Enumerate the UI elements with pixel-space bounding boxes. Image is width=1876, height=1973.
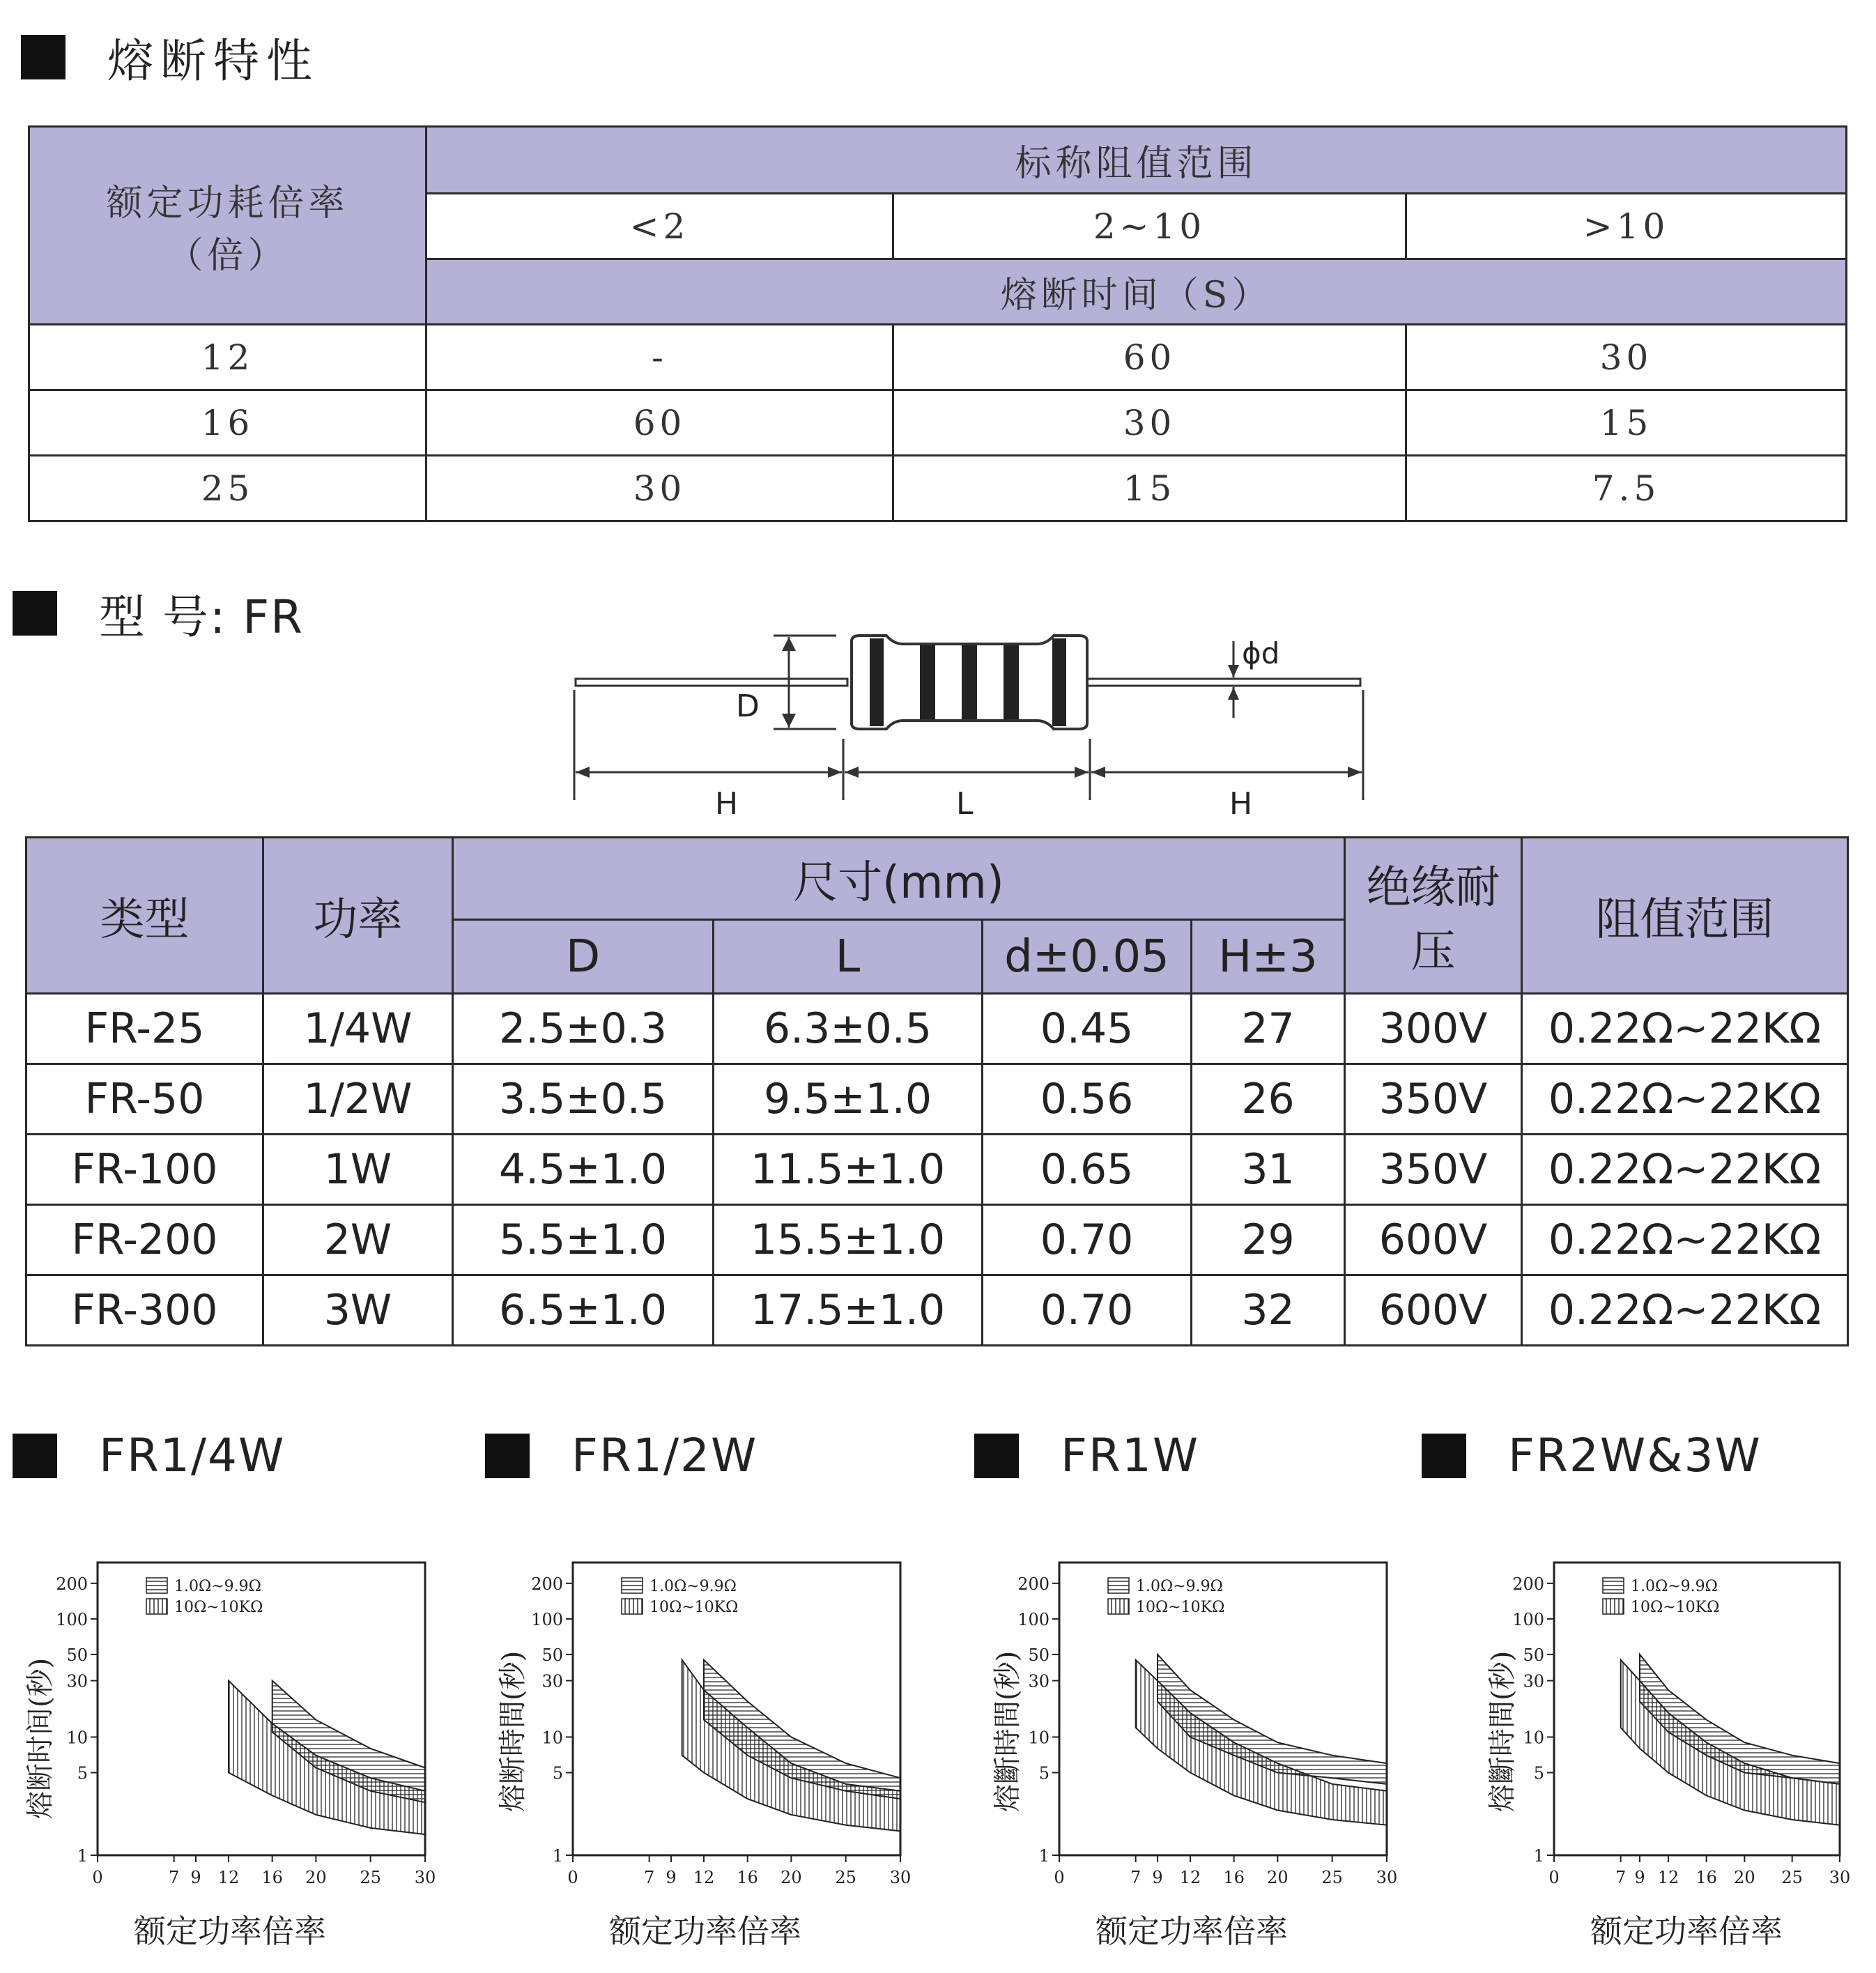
legend-label: 10Ω~10KΩ xyxy=(174,1599,263,1616)
x-tick-label: 7 xyxy=(644,1868,655,1887)
model-section-heading xyxy=(13,580,304,646)
x-tick-label: 25 xyxy=(1321,1868,1343,1887)
time-value: 30 xyxy=(1406,325,1847,390)
type-cell: FR-200 xyxy=(26,1205,263,1275)
x-tick-label: 30 xyxy=(1376,1868,1398,1887)
x-tick-label: 25 xyxy=(360,1868,381,1887)
chart-title-1: FR1/4W xyxy=(99,1429,286,1482)
d-cell: 0.56 xyxy=(983,1064,1192,1135)
x-tick-label: 30 xyxy=(889,1868,912,1887)
resistance-cell: 0.22Ω~22KΩ xyxy=(1522,1135,1848,1205)
chart-heading-4 xyxy=(1422,1429,1762,1482)
range-header: 标称阻值范围 xyxy=(426,127,1847,194)
voltage-cell: 600V xyxy=(1345,1205,1522,1275)
D-cell: 6.5±1.0 xyxy=(453,1275,714,1346)
power-cell: 2W xyxy=(263,1205,453,1275)
x-tick-label: 12 xyxy=(217,1868,240,1887)
D-cell: 5.5±1.0 xyxy=(453,1205,714,1275)
legend-swatch xyxy=(1108,1578,1129,1593)
y-tick-label: 1 xyxy=(1038,1846,1050,1866)
type-header: 类型 xyxy=(26,838,263,994)
resistance-cell: 0.22Ω~22KΩ xyxy=(1522,1064,1848,1135)
fusing-chart-1 xyxy=(14,1554,446,1950)
y-tick-label: 200 xyxy=(1017,1574,1050,1594)
L-cell: 11.5±1.0 xyxy=(714,1135,983,1205)
x-tick-label: 16 xyxy=(1696,1868,1717,1887)
table-row xyxy=(26,1275,1848,1346)
chart-heading-1 xyxy=(13,1429,285,1482)
x-tick-label: 20 xyxy=(781,1868,802,1887)
x-tick-label: 16 xyxy=(737,1868,758,1887)
power-cell: 1W xyxy=(263,1135,453,1205)
section-bullet-icon xyxy=(21,35,66,79)
table-row xyxy=(29,325,1847,390)
d-cell: 0.65 xyxy=(983,1135,1192,1205)
fusing-chart-4 xyxy=(1470,1554,1876,1950)
fusing-characteristics-table xyxy=(28,125,1847,522)
multiple-header-unit: （倍） xyxy=(167,234,289,277)
chart-ylabel: 熔斷時間(秒) xyxy=(992,1650,1024,1812)
voltage-cell: 300V xyxy=(1345,994,1522,1064)
x-tick-label: 0 xyxy=(92,1868,103,1887)
y-tick-label: 30 xyxy=(66,1671,88,1691)
chart-svg xyxy=(1470,1554,1861,1903)
color-band-4 xyxy=(1004,645,1019,719)
x-tick-label: 16 xyxy=(1223,1868,1245,1887)
chart-svg xyxy=(976,1554,1408,1903)
y-tick-label: 100 xyxy=(531,1609,563,1629)
chart-title-3: FR1W xyxy=(1061,1429,1200,1482)
dim-H-right-label: H xyxy=(1229,786,1253,822)
multiple-value: 12 xyxy=(29,325,426,390)
voltage-header: 绝缘耐压 xyxy=(1345,838,1522,994)
L-cell: 9.5±1.0 xyxy=(714,1064,983,1135)
y-tick-label: 100 xyxy=(56,1609,88,1629)
x-tick-label: 0 xyxy=(1548,1868,1560,1887)
H-cell: 31 xyxy=(1192,1135,1345,1205)
resistor-drawing xyxy=(571,620,1366,822)
chart-svg xyxy=(14,1554,446,1903)
D-header: D xyxy=(453,920,714,994)
type-cell: FR-100 xyxy=(26,1135,263,1205)
x-tick-label: 9 xyxy=(190,1868,201,1887)
D-cell: 3.5±0.5 xyxy=(453,1064,714,1135)
x-tick-label: 0 xyxy=(567,1868,578,1887)
chart-ylabel: 熔断時間(秒) xyxy=(497,1650,529,1812)
type-cell: FR-300 xyxy=(26,1275,263,1346)
y-tick-label: 100 xyxy=(1512,1609,1544,1629)
section-bullet-icon xyxy=(1422,1434,1466,1478)
table-row xyxy=(26,994,1848,1064)
color-band-5 xyxy=(1052,638,1066,726)
L-cell: 15.5±1.0 xyxy=(714,1205,983,1275)
dim-H-left-label: H xyxy=(715,786,739,822)
y-tick-label: 1 xyxy=(1533,1846,1544,1866)
legend-swatch xyxy=(622,1599,643,1614)
y-tick-label: 50 xyxy=(66,1645,88,1665)
y-tick-label: 30 xyxy=(1028,1671,1050,1691)
section-bullet-icon xyxy=(974,1434,1019,1478)
chart-xlabel: 额定功率倍率 xyxy=(1095,1912,1288,1950)
resistance-cell: 0.22Ω~22KΩ xyxy=(1522,1275,1848,1346)
resistance-header: 阻值范围 xyxy=(1522,838,1848,994)
H-cell: 27 xyxy=(1192,994,1345,1064)
y-tick-label: 200 xyxy=(1512,1574,1544,1594)
legend-swatch xyxy=(622,1578,643,1593)
legend-label: 1.0Ω~9.9Ω xyxy=(1631,1578,1718,1595)
model-section-title: 型 号: FR xyxy=(99,590,305,644)
time-value: 60 xyxy=(426,390,893,456)
time-value: 30 xyxy=(893,390,1406,456)
range-2-10: 2~10 xyxy=(893,194,1406,259)
legend-label: 1.0Ω~9.9Ω xyxy=(649,1578,737,1595)
x-tick-label: 9 xyxy=(1152,1868,1163,1887)
chart-svg xyxy=(489,1554,921,1903)
table-row xyxy=(29,456,1847,521)
L-header: L xyxy=(714,920,983,994)
color-band-2 xyxy=(920,645,935,719)
x-tick-label: 7 xyxy=(1615,1868,1627,1887)
y-tick-label: 10 xyxy=(1028,1728,1050,1748)
resistance-cell: 0.22Ω~22KΩ xyxy=(1522,994,1848,1064)
x-tick-label: 16 xyxy=(261,1868,283,1887)
chart-heading-2 xyxy=(485,1429,758,1482)
table-row xyxy=(29,390,1847,456)
size-header: 尺寸(mm) xyxy=(453,838,1345,920)
voltage-cell: 350V xyxy=(1345,1135,1522,1205)
range-gt10: >10 xyxy=(1406,194,1847,259)
y-tick-label: 10 xyxy=(541,1728,563,1748)
y-tick-label: 50 xyxy=(1523,1645,1544,1665)
y-tick-label: 5 xyxy=(1533,1763,1544,1783)
power-cell: 1/2W xyxy=(263,1064,453,1135)
table-row xyxy=(26,1135,1848,1205)
y-tick-label: 1 xyxy=(77,1846,88,1866)
multiple-value: 25 xyxy=(29,456,426,521)
lead-right xyxy=(1082,679,1360,686)
x-tick-label: 12 xyxy=(1657,1868,1679,1887)
color-band-3 xyxy=(962,645,977,719)
chart-heading-3 xyxy=(974,1429,1199,1482)
y-tick-label: 1 xyxy=(552,1846,563,1866)
section-bullet-icon xyxy=(13,591,57,636)
x-tick-label: 25 xyxy=(1781,1868,1803,1887)
time-value: 7.5 xyxy=(1406,456,1847,521)
time-value: 60 xyxy=(893,325,1406,390)
color-band-1 xyxy=(870,638,884,726)
time-value: 15 xyxy=(893,456,1406,521)
x-tick-label: 12 xyxy=(1179,1868,1201,1887)
chart-ylabel: 熔斷時間(秒) xyxy=(1486,1650,1519,1812)
H-cell: 29 xyxy=(1192,1205,1345,1275)
model-spec-table xyxy=(25,836,1849,1346)
x-tick-label: 12 xyxy=(693,1868,715,1887)
d-cell: 0.45 xyxy=(983,994,1192,1064)
power-header: 功率 xyxy=(263,838,453,994)
x-tick-label: 9 xyxy=(1634,1868,1645,1887)
time-value: 30 xyxy=(426,456,893,521)
y-tick-label: 50 xyxy=(1028,1645,1050,1665)
y-tick-label: 10 xyxy=(1523,1728,1544,1748)
x-tick-label: 30 xyxy=(1829,1868,1851,1887)
x-tick-label: 20 xyxy=(1734,1868,1755,1887)
time-value: - xyxy=(426,325,893,390)
d-cell: 0.70 xyxy=(983,1205,1192,1275)
y-tick-label: 5 xyxy=(552,1763,563,1783)
resistance-cell: 0.22Ω~22KΩ xyxy=(1522,1205,1848,1275)
voltage-cell: 600V xyxy=(1345,1275,1522,1346)
dim-D-label: D xyxy=(736,689,760,724)
x-tick-label: 20 xyxy=(1267,1868,1289,1887)
chart-xlabel: 额定功率倍率 xyxy=(1590,1912,1783,1950)
time-value: 15 xyxy=(1406,390,1847,456)
H-header: H±3 xyxy=(1192,920,1345,994)
chart-title-4: FR2W&3W xyxy=(1508,1429,1762,1482)
L-cell: 17.5±1.0 xyxy=(714,1275,983,1346)
fusing-time-header: 熔断时间（S） xyxy=(426,259,1847,325)
legend-swatch xyxy=(146,1599,167,1614)
y-tick-label: 5 xyxy=(1038,1763,1050,1783)
resistor-dimension-diagram xyxy=(571,620,1366,822)
chart-title-2: FR1/2W xyxy=(571,1429,758,1482)
legend-label: 10Ω~10KΩ xyxy=(1136,1599,1225,1616)
x-tick-label: 9 xyxy=(666,1868,677,1887)
power-cell: 1/4W xyxy=(263,994,453,1064)
fusing-section-heading xyxy=(21,24,319,90)
range-lt2: <2 xyxy=(426,194,893,259)
y-tick-label: 30 xyxy=(541,1671,563,1691)
y-tick-label: 10 xyxy=(66,1728,88,1748)
x-tick-label: 20 xyxy=(305,1868,327,1887)
table-row xyxy=(26,1064,1848,1135)
multiple-header-cell xyxy=(29,127,426,325)
section-bullet-icon xyxy=(13,1434,57,1478)
y-tick-label: 30 xyxy=(1523,1671,1544,1691)
legend-label: 1.0Ω~9.9Ω xyxy=(174,1578,261,1595)
chart-ylabel: 熔断时间(秒) xyxy=(24,1657,56,1819)
legend-label: 1.0Ω~9.9Ω xyxy=(1136,1578,1223,1595)
y-tick-label: 50 xyxy=(541,1645,563,1665)
d-header: d±0.05 xyxy=(983,920,1192,994)
y-tick-label: 200 xyxy=(56,1574,88,1594)
section-bullet-icon xyxy=(485,1434,530,1478)
table-row xyxy=(26,1205,1848,1275)
x-tick-label: 7 xyxy=(1130,1868,1141,1887)
multiple-value: 16 xyxy=(29,390,426,456)
fusing-chart-2 xyxy=(489,1554,921,1950)
voltage-cell: 350V xyxy=(1345,1064,1522,1135)
dim-phi-d-label: ϕd xyxy=(1242,636,1280,670)
multiple-header: 额定功耗倍率 xyxy=(106,182,349,224)
lead-left xyxy=(576,679,847,686)
H-cell: 26 xyxy=(1192,1064,1345,1135)
legend-swatch xyxy=(1108,1599,1129,1614)
legend-swatch xyxy=(146,1578,167,1593)
chart-xlabel: 额定功率倍率 xyxy=(134,1912,326,1950)
legend-swatch xyxy=(1603,1599,1624,1614)
type-cell: FR-25 xyxy=(26,994,263,1064)
y-tick-label: 200 xyxy=(531,1574,563,1594)
x-tick-label: 7 xyxy=(169,1868,180,1887)
x-tick-label: 25 xyxy=(835,1868,856,1887)
legend-swatch xyxy=(1603,1578,1624,1593)
x-tick-label: 30 xyxy=(414,1868,436,1887)
legend-label: 10Ω~10KΩ xyxy=(649,1599,739,1616)
H-cell: 32 xyxy=(1192,1275,1345,1346)
d-cell: 0.70 xyxy=(983,1275,1192,1346)
y-tick-label: 5 xyxy=(77,1763,88,1783)
D-cell: 4.5±1.0 xyxy=(453,1135,714,1205)
y-tick-label: 100 xyxy=(1017,1609,1050,1629)
L-cell: 6.3±0.5 xyxy=(714,994,983,1064)
chart-xlabel: 额定功率倍率 xyxy=(609,1912,801,1950)
dim-L-label: L xyxy=(956,786,974,822)
power-cell: 3W xyxy=(263,1275,453,1346)
D-cell: 2.5±0.3 xyxy=(453,994,714,1064)
x-tick-label: 0 xyxy=(1054,1868,1065,1887)
type-cell: FR-50 xyxy=(26,1064,263,1135)
fusing-chart-3 xyxy=(976,1554,1408,1950)
legend-label: 10Ω~10KΩ xyxy=(1631,1599,1720,1616)
fusing-section-title: 熔断特性 xyxy=(107,34,319,88)
